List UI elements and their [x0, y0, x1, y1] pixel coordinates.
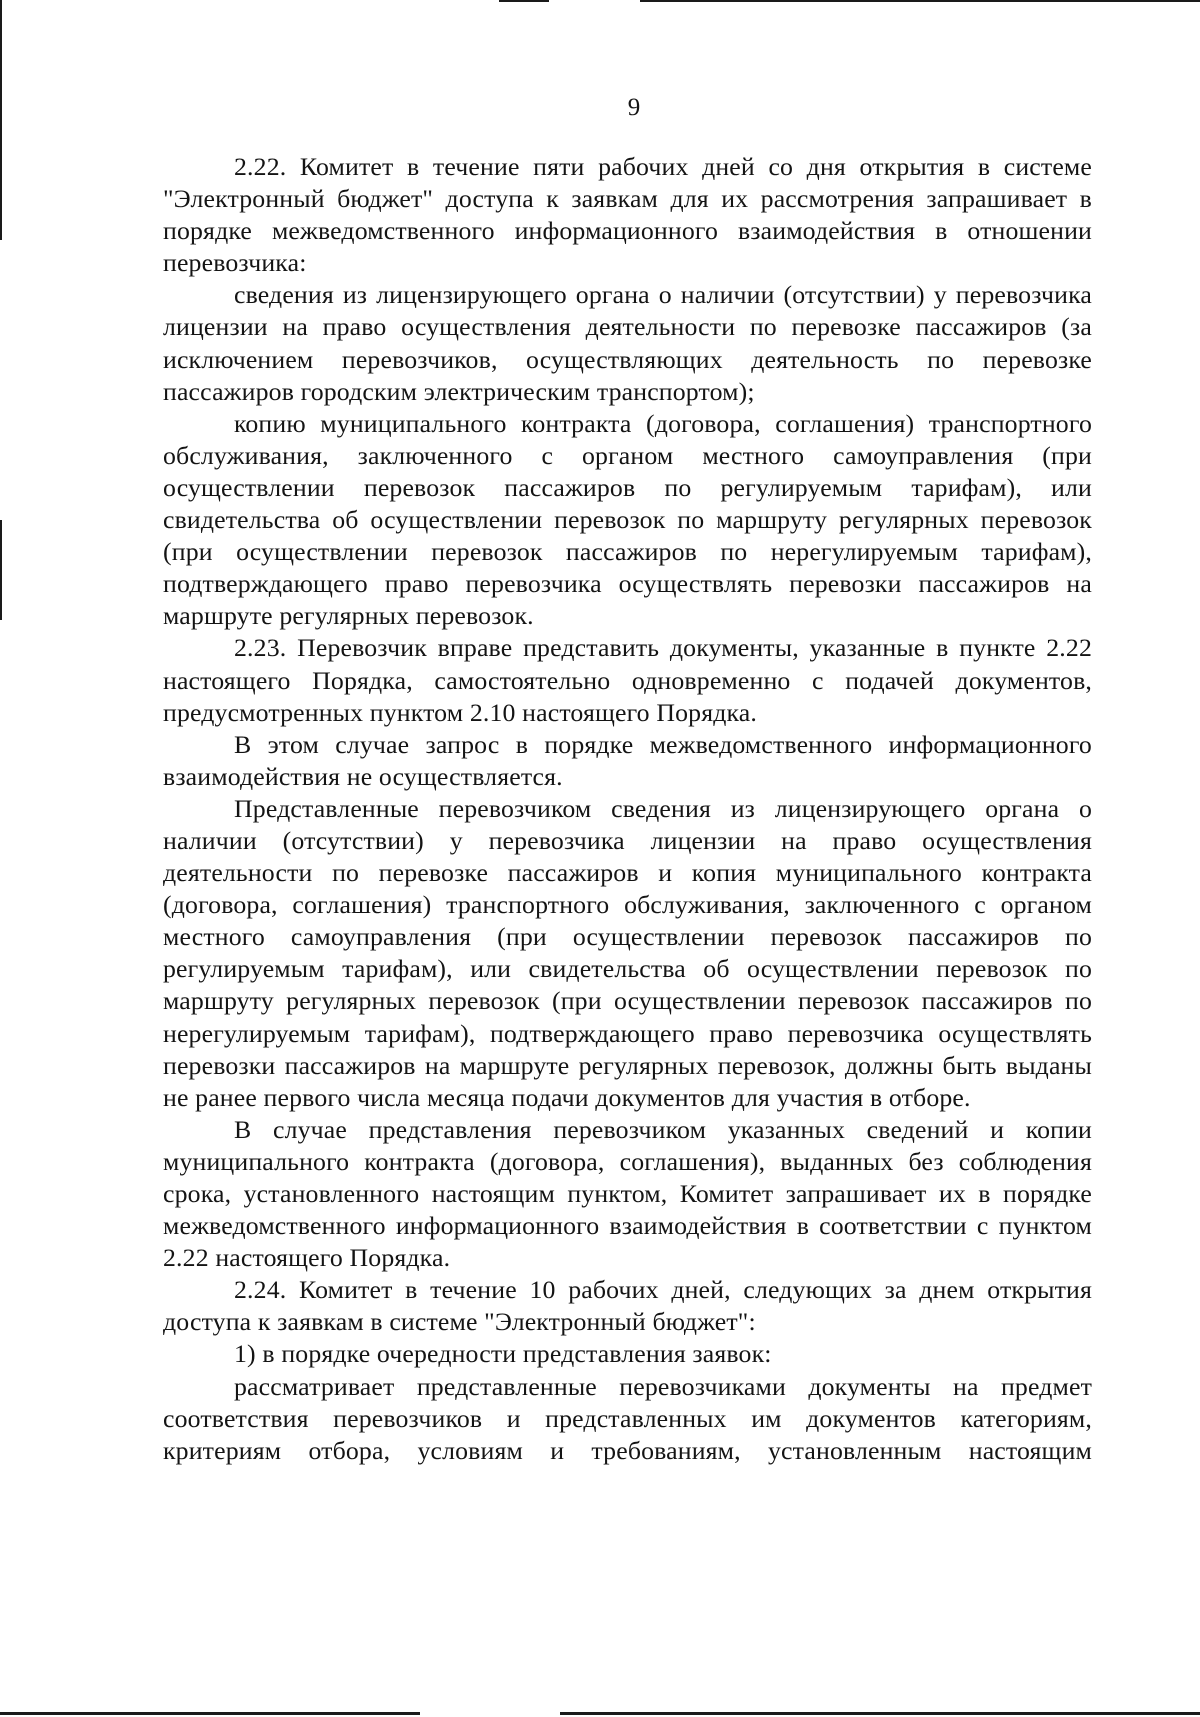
paragraph-expired-documents: В случае представления перевозчиком указанных сведений и копии муниципального контракта (договора, соглашения), выданных без соблюдения срока, установленного настоящим пунктом, Комитет запрашивает их в порядке межведомственного информационного взаимодействия в соответствии с пунктом 2.22 настоящего Порядка. [163, 1114, 1092, 1273]
page-number: 9 [627, 94, 641, 121]
scan-artifact-left-mark [0, 520, 2, 620]
scan-artifact-bottom-right [560, 1712, 1200, 1715]
scan-artifact-bottom [0, 1712, 420, 1715]
scan-artifact-top-right [640, 0, 1200, 2]
paragraph-review: рассматривает представленные перевозчиками документы на предмет соответствия перевозчиков и представленных им документов категориям, критериям отбора, условиям и требованиям, установленным настоящим [163, 1371, 1092, 1465]
paragraph-contract-copy: копию муниципального контракта (договора, соглашения) транспортного обслуживания, заключенного с органом местного самоуправления (при осуществлении перевозок пассажиров по регулируемым тарифам), или свидетельства об осуществлении перевозок по маршруту регулярных перевозок (при осуществлении перевозок пассажиров по нерегулируемым тарифам), подтверждающего право перевозчика осуществлять перевозки пассажиров на маршруте регулярных перевозок. [163, 408, 1092, 631]
paragraph-submitted-documents: Представленные перевозчиком сведения из лицензирующего органа о наличии (отсутствии) у перевозчика лицензии на право осуществления деятельности по перевозке пассажиров и копия муниципального контракта (договора, соглашения) транспортного обслуживания, заключенного с органом местного самоуправления (при осуществлении перевозок пассажиров по регулируемым тарифам), или свидетельства об осуществлении перевозок по маршруту регулярных перевозок (при осуществлении перевозок пассажиров по нерегулируемым тарифам), подтверждающего право перевозчика осуществлять перевозки пассажиров на маршруте регулярных перевозок, должны быть выданы не ранее первого числа месяца подачи документов для участия в отборе. [163, 793, 1092, 1112]
paragraph-license-info: сведения из лицензирующего органа о наличии (отсутствии) у перевозчика лицензии на право осуществления деятельности по перевозке пассажиров (за исключением перевозчиков, осуществляющих деятельность по перевозке пассажиров городским электрическим транспортом); [163, 280, 1092, 406]
paragraph-2-22: 2.22. Комитет в течение пяти рабочих дней со дня открытия в системе "Электронный бюджет" доступа к заявкам для их рассмотрения запрашивает в порядке межведомственного информационного взаимодействия в отношении перевозчика: [163, 152, 1092, 278]
scan-artifact-top [499, 0, 549, 2]
paragraph-2-24: 2.24. Комитет в течение 10 рабочих дней, следующих за днем открытия доступа к заявкам в системе "Электронный бюджет": [163, 1275, 1092, 1337]
document-body [163, 151, 1092, 1467]
paragraph-no-request: В этом случае запрос в порядке межведомственного информационного взаимодействия не осуществляется. [163, 729, 1092, 791]
paragraph-2-23: 2.23. Перевозчик вправе представить документы, указанные в пункте 2.22 настоящего Порядка, самостоятельно одновременно с подачей документов, предусмотренных пунктом 2.10 настоящего Порядка. [163, 633, 1092, 727]
paragraph-item-1: 1) в порядке очередности представления заявок: [234, 1339, 772, 1369]
